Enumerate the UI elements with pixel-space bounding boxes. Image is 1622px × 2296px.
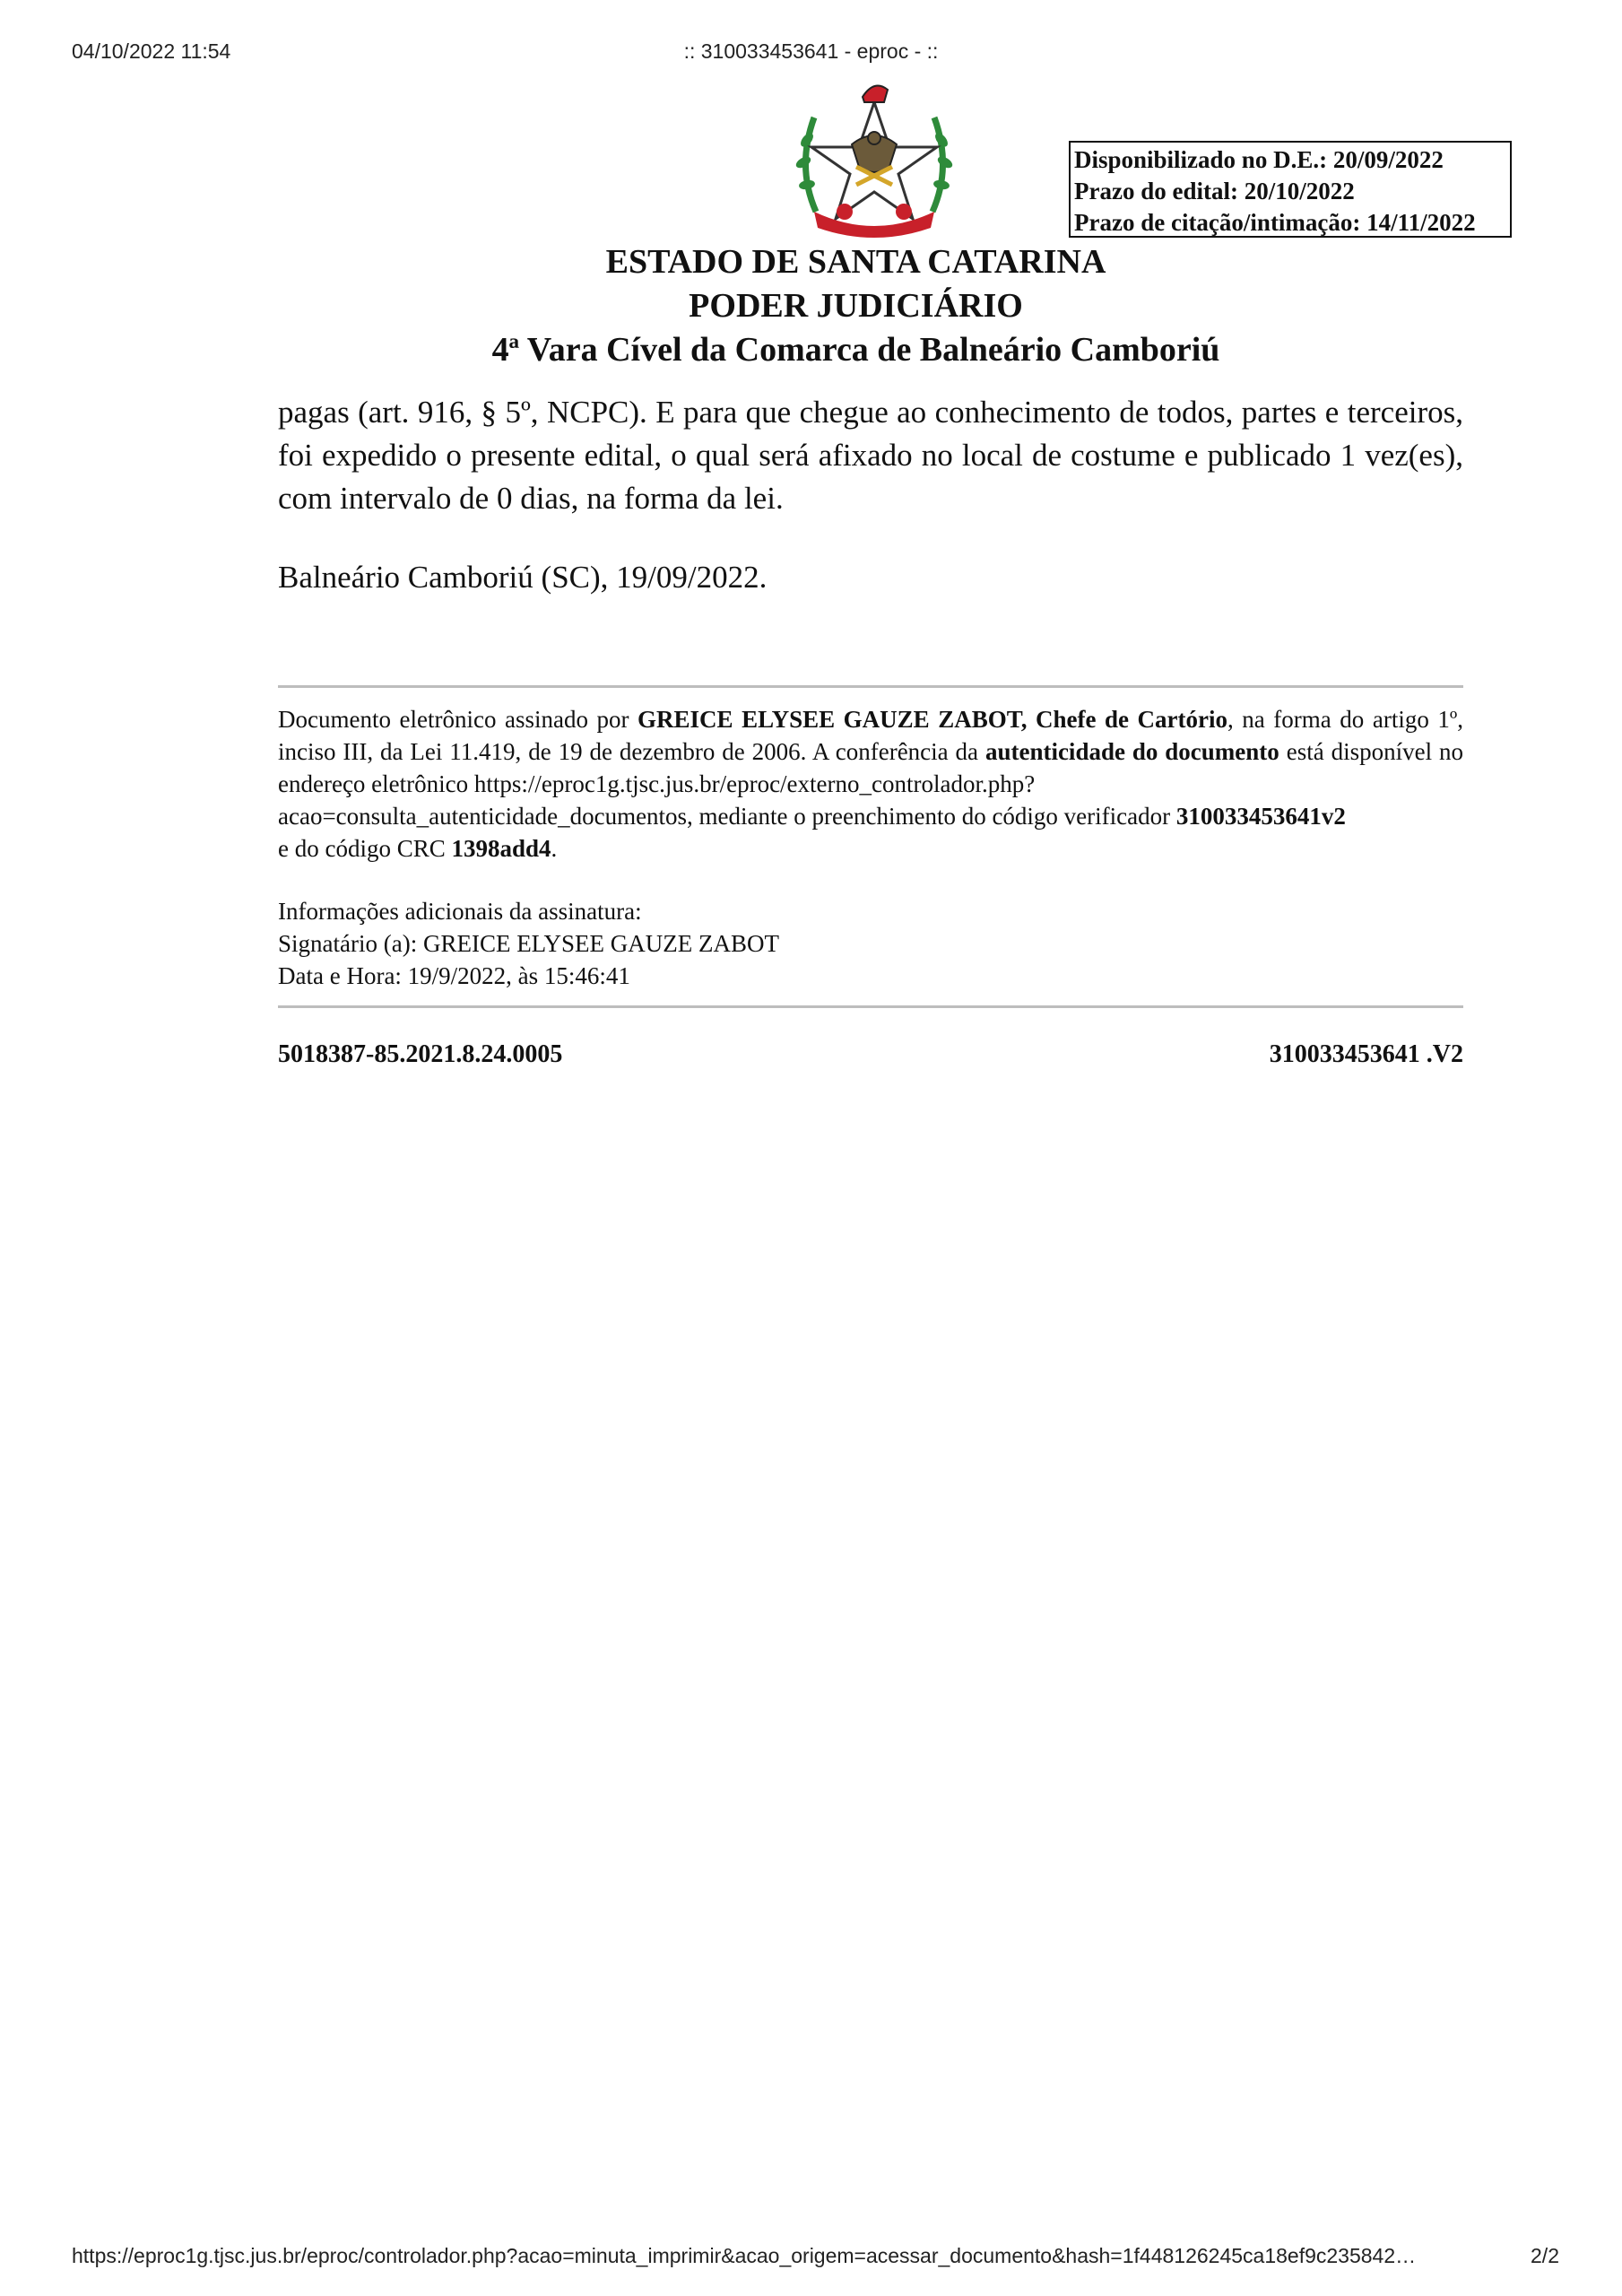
divider [278,685,1463,688]
document-version: 310033453641 .V2 [1269,1040,1463,1068]
crc-code: 1398add4 [451,835,551,862]
court-name: 4ª Vara Cível da Comarca de Balneário Camboriú [491,331,1220,369]
print-url: https://eproc1g.tjsc.jus.br/eproc/controlador.php?acao=minuta_imprimir&acao_origem=acessar_documento&hash=1f448126245ca18ef9c235842… [72,2244,1417,2267]
place-and-date: Balneário Camboriú (SC), 19/09/2022. [278,560,768,595]
browser-print-footer [0,2244,1622,2271]
edict-body-paragraph: pagas (art. 916, § 5º, NCPC). E para que chegue ao conhecimento de todos, partes e terceiros, foi expedido o presente edital, o qual será afixado no local de costume e publicado 1 vez(es), com intervalo de 0 dias, na forma da lei. [278,395,1463,516]
signature-line [278,800,1463,832]
signature-text: , na forma do artigo 1º, inciso III, da Lei 11.419, de 19 de dezembro de 2006. A conferência da [278,706,1463,765]
page-indicator: 2/2 [1531,2244,1559,2267]
divider [278,1005,1463,1008]
electronic-signature-notice [278,703,1463,865]
signature-text: e do código CRC [278,835,452,862]
edict-deadline: Prazo do edital: 20/10/2022 [1074,178,1355,204]
print-datetime: 04/10/2022 11:54 [72,39,231,63]
signature-text: Documento eletrônico assinado por [278,706,638,733]
browser-print-header [0,39,1622,66]
authenticity-url: está disponível no endereço eletrônico https://eproc1g.tjsc.jus.br/eproc/externo_controlador.php? [278,738,1463,797]
citation-deadline: Prazo de citação/intimação: 14/11/2022 [1074,209,1476,236]
authenticity-label: autenticidade do documento [984,738,1279,765]
signature-text: . [551,835,558,862]
verifier-code: 310033453641v2 [1175,803,1346,830]
santa-catarina-coat-of-arms-icon [789,77,959,239]
info-heading: Informações adicionais da assinatura: [278,898,642,925]
deadline-box [1069,141,1512,238]
published-date: Disponibilizado no D.E.: 20/09/2022 [1074,146,1444,173]
signature-line [278,832,1463,865]
signature-datetime: Data e Hora: 19/9/2022, às 15:46:41 [278,962,630,989]
signer-name-role: GREICE ELYSEE GAUZE ZABOT, Chefe de Cartório [638,706,1228,733]
state-name: ESTADO DE SANTA CATARINA [605,243,1106,281]
print-page-title: :: 310033453641 - eproc - :: [683,39,939,63]
judiciary-branch: PODER JUDICIÁRIO [689,287,1023,325]
signature-text: acao=consulta_autenticidade_documentos, mediante o preenchimento do código verificador [278,803,1176,830]
court-header [269,240,1443,372]
process-number: 5018387-85.2021.8.24.0005 [278,1040,563,1068]
additional-signature-info [278,895,779,992]
signatory: Signatário (a): GREICE ELYSEE GAUZE ZABOT [278,930,779,957]
